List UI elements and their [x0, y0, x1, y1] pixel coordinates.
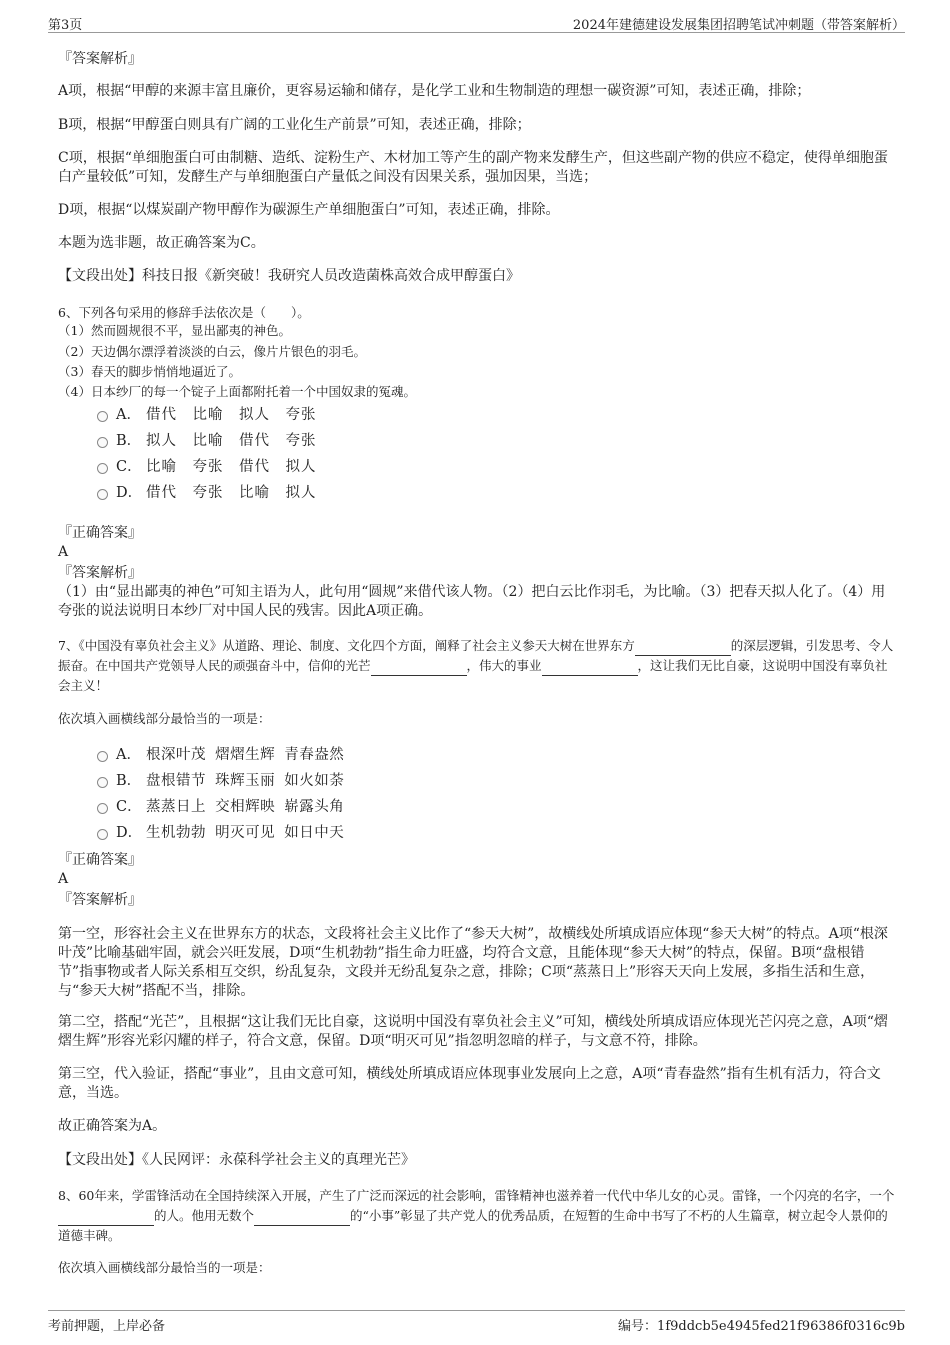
q6-option-b[interactable]: B． 拟人 比喻 借代 夸张 — [97, 428, 317, 450]
q7-analysis-p2: 第二空，搭配“光芒”，且根据“这让我们无比自豪，这说明中国没有辜负社会主义”可知，横线处所填成语应体现光芒闪亮之意，A项“熠熠生辉”形容光彩闪耀的样子，符合文意，保留。D项“明灭可见”指忽明忽暗的样子，与文意不符，排除。 — [58, 1014, 888, 1049]
q7-instruction: 依次填入画横线部分最恰当的一项是： — [58, 711, 271, 726]
blank-line — [635, 642, 731, 656]
q6-analysis-label: 『答案解析』 — [58, 565, 142, 581]
q6-sentence-3: （3）春天的脚步悄悄地逼近了。 — [58, 364, 241, 379]
radio-icon[interactable] — [97, 803, 108, 814]
q7-answer-label: 『正确答案』 — [58, 852, 142, 868]
q5-analysis-label: 『答案解析』 — [58, 51, 142, 67]
footer-slogan: 考前押题，上岸必备 — [48, 1319, 166, 1334]
q6-option-d[interactable]: D． 借代 夸张 比喻 拟人 — [97, 480, 317, 502]
q7-option-d[interactable]: D． 生机勃勃 明灭可见 如日中天 — [97, 820, 344, 842]
q7-conclusion: 故正确答案为A。 — [58, 1118, 167, 1134]
radio-icon[interactable] — [97, 777, 108, 788]
radio-icon[interactable] — [97, 489, 108, 500]
page-header — [48, 12, 905, 33]
blank-line — [254, 1212, 350, 1226]
q7-source: 【文段出处】《人民网评：永葆科学社会主义的真理光芒》 — [58, 1152, 415, 1168]
q5-analysis-a: A项，根据“甲醇的来源丰富且廉价，更容易运输和储存，是化学工业和生物制造的理想一碳资源”可知，表述正确，排除； — [58, 83, 811, 99]
q6-analysis: （1）由“显出鄙夷的神色”可知主语为人，此句用“圆规”来借代该人物。（2）把白云比作羽毛，为比喻。（3）把春天拟人化了。（4）用夸张的说法说明日本纱厂对中国人民的残害。因此A项正确。 — [58, 584, 886, 619]
q7-answer: A — [58, 871, 69, 887]
q7-option-a[interactable]: A． 根深叶茂 熠熠生辉 青春盎然 — [97, 742, 344, 764]
q5-analysis-c: C项，根据“单细胞蛋白可由制糖、造纸、淀粉生产、木材加工等产生的副产物来发酵生产，但这些副产物的供应不稳定，使得单细胞蛋白产量较低”可知，发酵生产与单细胞蛋白产量低之间没有因果关系，强加因果，当选； — [58, 150, 888, 185]
blank-line — [58, 1212, 154, 1226]
q5-conclusion: 本题为选非题，故正确答案为C。 — [58, 235, 265, 251]
radio-icon[interactable] — [97, 751, 108, 762]
q6-answer-label: 『正确答案』 — [58, 525, 142, 541]
q5-source: 【文段出处】科技日报《新突破！我研究人员改造菌株高效合成甲醇蛋白》 — [58, 268, 520, 284]
blank-line — [542, 662, 638, 676]
document-id: 编号：1f9ddcb5e4945fed21f96386f0316c9b — [618, 1319, 905, 1334]
q7-option-b[interactable]: B． 盘根错节 珠辉玉丽 如火如荼 — [97, 768, 344, 790]
q7-analysis-label: 『答案解析』 — [58, 892, 142, 908]
q5-analysis-d: D项，根据“以煤炭副产物甲醇作为碳源生产单细胞蛋白”可知，表述正确，排除。 — [58, 202, 560, 218]
radio-icon[interactable] — [97, 411, 108, 422]
q7-question: 7、《中国没有辜负社会主义》从道路、理论、制度、文化四个方面，阐释了社会主义参天大树在世界东方 的深层逻辑，引发思考、令人振奋。在中国共产党领导人民的顽强奋斗中，信仰的光芒 ，伟大的事业 ，这让我们无比自豪，这说明中国没有辜负社会主义！ — [58, 638, 894, 693]
q6-option-c[interactable]: C． 比喻 夸张 借代 拟人 — [97, 454, 317, 476]
page-footer — [48, 1310, 905, 1335]
q7-analysis-p1: 第一空，形容社会主义在世界东方的状态，文段将社会主义比作了“参天大树”，故横线处所填成语应体现“参天大树”的特点。A项“根深叶茂”比喻基础牢固，就会兴旺发展，D项“生机勃勃”指生命力旺盛，均符合文意，且能体现“参天大树”的特点，保留。B项“盘根错节”指事物或者人际关系相互交织，纷乱复杂，文段并无纷乱复杂之意，排除；C项“蒸蒸日上”形容天天向上发展，多指生活和生意，与“参天大树”搭配不当，排除。 — [58, 926, 888, 999]
q6-sentence-4: （4）日本纱厂的每一个锭子上面都附托着一个中国奴隶的冤魂。 — [58, 384, 416, 399]
radio-icon[interactable] — [97, 437, 108, 448]
q7-option-c[interactable]: C． 蒸蒸日上 交相辉映 崭露头角 — [97, 794, 344, 816]
q5-analysis-b: B项，根据“甲醇蛋白则具有广阔的工业化生产前景”可知，表述正确，排除； — [58, 117, 531, 133]
radio-icon[interactable] — [97, 829, 108, 840]
q8-question: 8、60年来，学雷锋活动在全国持续深入开展，产生了广泛而深远的社会影响，雷锋精神也滋养着一代代中华儿女的心灵。雷锋，一个闪亮的名字，一个的人。他用无数个 的“小事”彰显了共产党人的优秀品质，在短暂的生命中书写了不朽的人生篇章，树立起令人景仰的道德丰碑。 — [58, 1188, 895, 1243]
blank-line — [371, 662, 467, 676]
document-title: 2024年建德建设发展集团招聘笔试冲刺题（带答案解析） — [572, 18, 905, 33]
radio-icon[interactable] — [97, 463, 108, 474]
q6-answer: A — [58, 544, 69, 560]
page-number: 第3页 — [48, 18, 83, 33]
q6-question: 6、下列各句采用的修辞手法依次是（ ）。 — [58, 305, 310, 320]
q7-analysis-p3: 第三空，代入验证，搭配“事业”，且由文意可知，横线处所填成语应体现事业发展向上之意，A项“青春盎然”指有生机有活力，符合文意，当选。 — [58, 1066, 881, 1101]
q6-option-a[interactable]: A． 借代 比喻 拟人 夸张 — [97, 402, 317, 424]
q6-sentence-2: （2）天边偶尔漂浮着淡淡的白云，像片片银色的羽毛。 — [58, 344, 366, 359]
q6-sentence-1: （1）然而圆规很不平，显出鄙夷的神色。 — [58, 323, 291, 338]
q8-instruction: 依次填入画横线部分最恰当的一项是： — [58, 1260, 271, 1275]
